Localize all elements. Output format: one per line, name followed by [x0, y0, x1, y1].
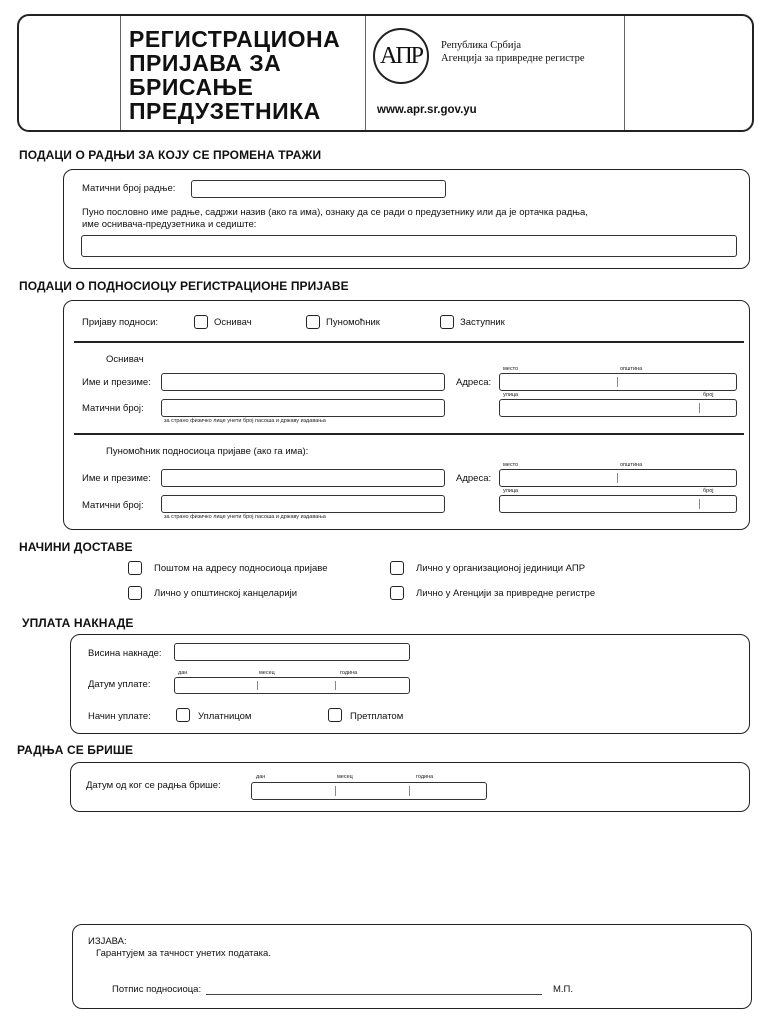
- delivery-municipal-office-checkbox[interactable]: [128, 586, 142, 600]
- field-separator: [335, 786, 336, 796]
- apr-logo: [373, 28, 429, 84]
- deletion-day-label: дан: [256, 774, 266, 780]
- founder-id-label: Матични број:: [82, 403, 144, 414]
- deletion-date-label: Датум од ког се радња брише:: [86, 780, 221, 791]
- fee-method-prepaid-label: Претплатом: [350, 711, 404, 722]
- delivery-agency-label: Лично у Агенцији за привредне регистре: [416, 588, 596, 599]
- deletion-year-label: година: [416, 774, 434, 780]
- stamp-label: М.П.: [553, 984, 574, 995]
- submitter-proxy-checkbox[interactable]: [306, 315, 320, 329]
- field-separator: [699, 499, 700, 509]
- submitter-representative-label: Заступник: [460, 317, 505, 328]
- shop-reg-number-label: Матични број радње:: [82, 183, 176, 194]
- founder-heading: Оснивач: [106, 354, 144, 365]
- delivery-apr-unit-label: Лично у организационој јединици АПР: [416, 563, 586, 574]
- founder-street-label: улица: [503, 392, 519, 398]
- title-line-2: ПРИЈАВА ЗА: [129, 50, 282, 76]
- founder-street-number-input[interactable]: [499, 399, 737, 417]
- proxy-id-input[interactable]: [161, 495, 445, 513]
- submitter-founder-checkbox[interactable]: [194, 315, 208, 329]
- title-line-3: БРИСАЊЕ: [129, 74, 254, 100]
- delivery-municipal-office-label: Лично у општинској канцеларији: [154, 588, 298, 599]
- title-line-4: ПРЕДУЗЕТНИКА: [129, 98, 321, 124]
- section-submitter-title: ПОДАЦИ О ПОДНОСИОЦУ РЕГИСТРАЦИОНЕ ПРИЈАВЕ: [19, 279, 349, 293]
- delivery-agency-checkbox[interactable]: [390, 586, 404, 600]
- proxy-street-label: улица: [503, 488, 519, 494]
- fee-method-slip-label: Уплатницом: [198, 711, 252, 722]
- website-link[interactable]: www.apr.sr.gov.yu: [377, 104, 477, 116]
- fee-date-input[interactable]: [174, 677, 410, 694]
- fee-amount-input[interactable]: [174, 643, 410, 661]
- founder-name-input[interactable]: [161, 373, 445, 391]
- shop-reg-number-input[interactable]: [191, 180, 446, 198]
- founder-place-label: место: [503, 366, 519, 372]
- submitter-proxy-label: Пуномоћник: [326, 317, 380, 328]
- delivery-post-checkbox[interactable]: [128, 561, 142, 575]
- fee-month-label: месец: [259, 670, 275, 676]
- delivery-apr-unit-checkbox[interactable]: [390, 561, 404, 575]
- founder-number-label: број: [703, 392, 714, 398]
- founder-municipality-label: општина: [620, 366, 643, 372]
- proxy-place-municipality-input[interactable]: [499, 469, 737, 487]
- org-country: Република Србија: [441, 40, 522, 51]
- proxy-name-input[interactable]: [161, 469, 445, 487]
- statement-text: Гарантујем за тачност унетих података.: [96, 948, 271, 959]
- header-divider-mid: [365, 16, 366, 130]
- field-separator: [617, 377, 618, 387]
- fee-date-label: Датум уплате:: [88, 679, 151, 690]
- apr-logo-text: АПР: [379, 43, 422, 69]
- fee-day-label: дан: [178, 670, 188, 676]
- deletion-date-input[interactable]: [251, 782, 487, 800]
- shop-name-hint-line2: име оснивача-предузетника и седиште:: [82, 219, 257, 230]
- deletion-month-label: месец: [337, 774, 353, 780]
- founder-place-municipality-input[interactable]: [499, 373, 737, 391]
- founder-name-label: Име и презиме:: [82, 377, 151, 388]
- statement-heading: ИЗЈАВА:: [88, 936, 127, 947]
- founder-address-label: Адреса:: [456, 377, 492, 388]
- fee-method-label: Начин уплате:: [88, 711, 151, 722]
- header-divider-left: [120, 16, 121, 130]
- field-separator: [699, 403, 700, 413]
- submitter-divider-1: [74, 341, 744, 343]
- proxy-place-label: место: [503, 462, 519, 468]
- field-separator: [335, 681, 336, 690]
- field-separator: [409, 786, 410, 796]
- proxy-street-number-input[interactable]: [499, 495, 737, 513]
- shop-name-hint-line1: Пуно пословно име радње, садржи назив (ако га има), ознаку да се ради о предузетнику или да је ортачка радња,: [82, 207, 588, 218]
- fee-amount-label: Висина накнаде:: [88, 648, 162, 659]
- founder-id-input[interactable]: [161, 399, 445, 417]
- section-delivery-title: НАЧИНИ ДОСТАВЕ: [19, 540, 133, 554]
- proxy-number-label: број: [703, 488, 714, 494]
- section-deletion-title: РАДЊА СЕ БРИШЕ: [17, 743, 134, 757]
- fee-method-prepaid-checkbox[interactable]: [328, 708, 342, 722]
- signature-line[interactable]: [206, 994, 542, 995]
- submitter-founder-label: Оснивач: [214, 317, 252, 328]
- proxy-foreign-hint: за страно физичко лице унети број пасоша и државу издавања: [164, 514, 326, 520]
- signature-label: Потпис подносиоца:: [112, 984, 202, 995]
- org-name: Агенција за привредне регистре: [441, 53, 585, 64]
- section-fee-box: [70, 634, 750, 734]
- title-line-1: РЕГИСТРАЦИОНА: [129, 26, 341, 52]
- field-separator: [257, 681, 258, 690]
- shop-full-name-input[interactable]: [81, 235, 737, 257]
- proxy-name-label: Име и презиме:: [82, 473, 151, 484]
- fee-year-label: година: [340, 670, 358, 676]
- header-divider-right: [624, 16, 625, 130]
- section-fee-title: УПЛАТА НАКНАДЕ: [22, 616, 134, 630]
- delivery-post-label: Поштом на адресу подносиоца пријаве: [154, 563, 328, 574]
- proxy-municipality-label: општина: [620, 462, 643, 468]
- submitted-by-label: Пријаву подноси:: [82, 317, 159, 328]
- section-shop-data-title: ПОДАЦИ О РАДЊИ ЗА КОЈУ СЕ ПРОМЕНА ТРАЖИ: [19, 148, 322, 162]
- proxy-id-label: Матични број:: [82, 500, 144, 511]
- proxy-heading: Пуномоћник подносиоца пријаве (ако га има):: [106, 446, 309, 457]
- submitter-representative-checkbox[interactable]: [440, 315, 454, 329]
- fee-method-slip-checkbox[interactable]: [176, 708, 190, 722]
- founder-foreign-hint: за страно физичко лице унети број пасоша и државу издавања: [164, 418, 326, 424]
- submitter-divider-2: [74, 433, 744, 435]
- statement-box: [72, 924, 752, 1009]
- proxy-address-label: Адреса:: [456, 473, 492, 484]
- field-separator: [617, 473, 618, 483]
